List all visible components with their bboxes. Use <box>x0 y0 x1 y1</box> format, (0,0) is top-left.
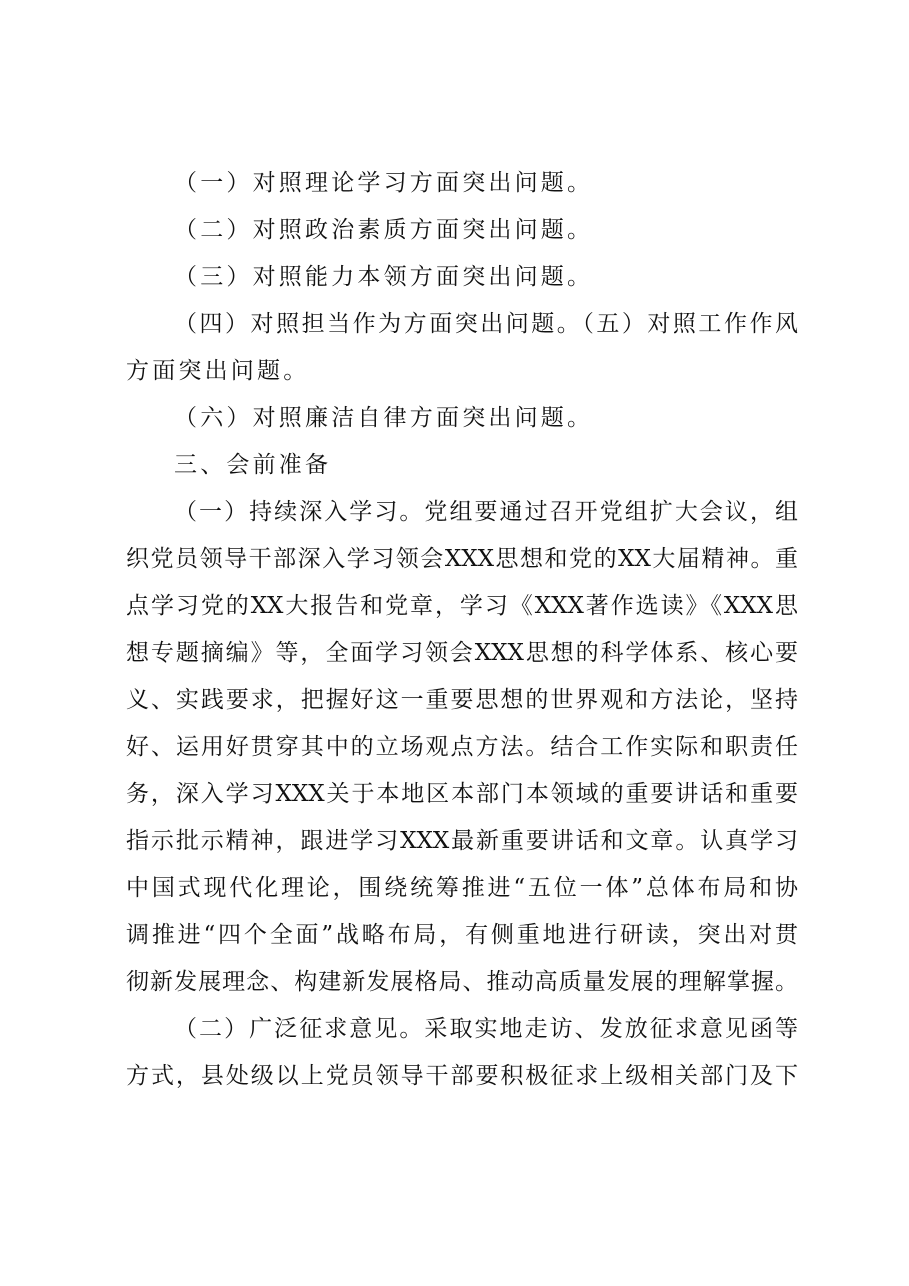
text-line: （三）对照能力本领方面突出问题。 <box>174 264 594 290</box>
text-line: 点学习党的XX大报告和党章，学习《XXX著作选读》《XXX思 <box>126 593 798 619</box>
text-line: 方式，县处级以上党员领导干部要积极征求上级相关部门及下 <box>126 1063 798 1089</box>
text-line: 三、会前准备 <box>174 452 332 478</box>
text-line: 义、实践要求，把握好这一重要思想的世界观和方法论，坚持 <box>126 687 798 713</box>
text-line: 调推进“四个全面”战略布局，有侧重地进行研读，突出对贯 <box>126 922 798 948</box>
text-line: 指示批示精神，跟进学习XXX最新重要讲话和文章。认真学习 <box>126 828 798 854</box>
text-line: （六）对照廉洁自律方面突出问题。 <box>174 405 594 431</box>
text-line: （二）广泛征求意见。采取实地走访、发放征求意见函等 <box>174 1016 798 1042</box>
text-line: （一）对照理论学习方面突出问题。 <box>174 170 594 196</box>
text-line: 方面突出问题。 <box>126 358 310 384</box>
text-line: （四）对照担当作为方面突出问题。（五）对照工作作风 <box>174 311 798 337</box>
text-line: 彻新发展理念、构建新发展格局、推动高质量发展的理解掌握。 <box>126 969 798 995</box>
text-line: （二）对照政治素质方面突出问题。 <box>174 217 594 243</box>
text-line: 想专题摘编》等，全面学习领会XXX思想的科学体系、核心要 <box>126 640 798 666</box>
text-line: 中国式现代化理论，围绕统筹推进“五位一体”总体布局和协 <box>126 875 798 901</box>
document-body <box>126 160 798 1100</box>
text-line: （一）持续深入学习。党组要通过召开党组扩大会议，组 <box>174 499 798 525</box>
text-line: 务，深入学习XXX关于本地区本部门本领域的重要讲话和重要 <box>126 781 798 807</box>
text-line: 织党员领导干部深入学习领会XXX思想和党的XX大届精神。重 <box>126 546 798 572</box>
text-line: 好、运用好贯穿其中的立场观点方法。结合工作实际和职责任 <box>126 734 798 760</box>
